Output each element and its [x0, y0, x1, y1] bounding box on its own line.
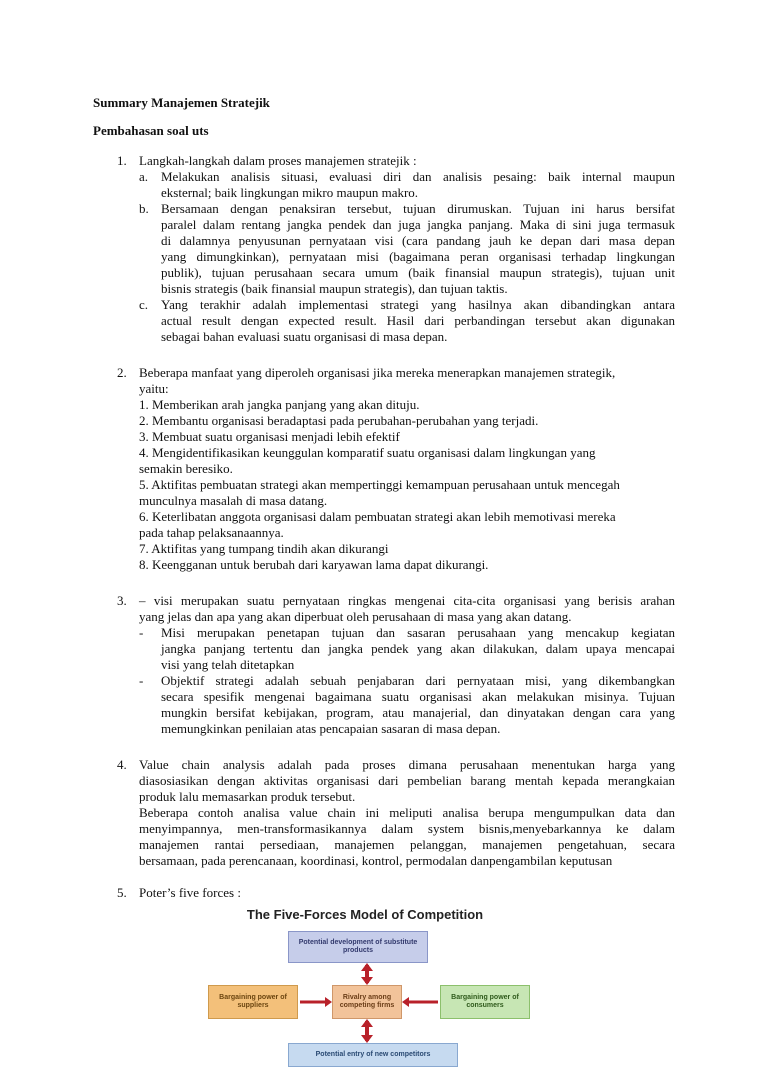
section-2-line: Beberapa manfaat yang diperoleh organisasi jika mereka menerapkan manajemen strategik,: [139, 365, 616, 380]
section-1a-line: eksternal; baik lingkungan mikro maupun makro.: [161, 185, 419, 200]
section-1b-line: bisnis strategis (baik finansial maupun strategis), dan tujuan taktis.: [161, 281, 508, 296]
section-1c-line: actual result dengan expected result. Hasil dari perbandingan tersebut akan digunakan: [161, 313, 675, 328]
section-2-line: 2. Membantu organisasi beradaptasi pada perubahan-perubahan yang terjadi.: [139, 413, 539, 428]
section-3-dash-marker: -: [139, 673, 144, 688]
section-1c-line: sebagai bahan evaluasi suatu organisasi di masa depan.: [161, 329, 448, 344]
section-1a-line: Melakukan analisis situasi, evaluasi diri dan analisis pesaing: baik internal maupun: [161, 169, 675, 184]
section-3-objektif-line: Objektif strategi adalah sebuah penjabaran dari pernyataan misi, yang dikembangkan: [161, 673, 675, 688]
box-new-competitors: Potential entry of new competitors: [288, 1043, 458, 1067]
section-3-misi-line: visi yang telah ditetapkan: [161, 657, 295, 672]
section-1a-marker: a.: [139, 169, 149, 184]
arrowhead-bottom-down: [361, 1035, 373, 1043]
box-substitute-products: Potential development of substitute products: [288, 931, 428, 963]
section-4-line: diasosiasikan dengan aktivitas organisasi dari pembelian barang mentah kepada merangkaian: [139, 773, 675, 788]
arrowhead-top-down: [361, 977, 373, 985]
arrowhead-top-up: [361, 963, 373, 971]
section-2-line: 8. Keengganan untuk berubah dari karyawan lama dapat dikurangi.: [139, 557, 489, 572]
section-5-intro: Poter’s five forces :: [139, 885, 241, 900]
section-1c-marker: c.: [139, 297, 149, 312]
five-forces-diagram: [200, 905, 530, 1087]
section-3-misi-line: Misi merupakan penetapan tujuan dan sasaran perusahaan yang mencakup kegiatan: [161, 625, 675, 640]
section-3-objektif-line: mungkin bersifat kebijakan, program, atau manajerial, dan dinyatakan dengan cara yang: [161, 705, 675, 720]
section-3-objektif-line: memungkinkan penilaian atas pencapaian sasaran di masa depan.: [161, 721, 501, 736]
box-bargaining-consumers: Bargaining power of consumers: [440, 985, 530, 1019]
section-1b-line: yang dimungkinkan), pernyataan misi (bagaimana peran organisasi terhadap lingkungan: [161, 249, 675, 264]
diagram-title: The Five-Forces Model of Competition: [246, 907, 484, 922]
section-2-line: yaitu:: [139, 381, 169, 396]
box-bargaining-suppliers: Bargaining power of suppliers: [208, 985, 298, 1019]
section-4-number: 4.: [117, 757, 127, 772]
arrowhead-right-in: [402, 997, 409, 1007]
section-3-line: yang jelas dan apa yang akan diperbuat oleh perusahaan di masa yang akan datang.: [139, 609, 572, 624]
arrowhead-bottom-up: [361, 1019, 373, 1027]
section-4-line: bersamaan, pada perencanaan, koordinasi, kontrol, permodalan danpengambilan keputusan: [139, 853, 613, 868]
section-3-line: – visi merupakan suatu pernyataan ringkas mengenai cita-cita organisasi yang berisis arahan: [139, 593, 675, 608]
section-4-line: Beberapa contoh analisa value chain ini meliputi analisa berupa mengumpulkan data dan: [139, 805, 675, 820]
section-1-number: 1.: [117, 153, 127, 168]
section-2-line: pada tahap pelaksanaannya.: [139, 525, 284, 540]
section-1c-line: Yang terakhir adalah implementasi strategi yang hasilnya akan dibandingkan antara: [161, 297, 675, 312]
section-3-number: 3.: [117, 593, 127, 608]
section-5-number: 5.: [117, 885, 127, 900]
section-1b-line: publik), tujuan perusahaan secara umum (baik finansial maupun strategis), tujuan unit: [161, 265, 675, 280]
box-rivalry: Rivalry among competing firms: [332, 985, 402, 1019]
section-3-misi-line: jangka panjang tertentu dan jangka pendek yang akan dilakukan, dalam upaya mencapai: [161, 641, 675, 656]
section-2-line: 4. Mengidentifikasikan keunggulan komparatif suatu organisasi dalam lingkungan yang: [139, 445, 596, 460]
section-1-intro: Langkah-langkah dalam proses manajemen stratejik :: [139, 153, 417, 168]
section-1b-line: Bersamaan dengan penaksiran tersebut, tujuan dirumuskan. Tujuan ini harus bersifat: [161, 201, 675, 216]
section-2-line: munculnya masalah di masa datang.: [139, 493, 328, 508]
section-2-line: 1. Memberikan arah jangka panjang yang akan dituju.: [139, 397, 420, 412]
section-2-line: 5. Aktifitas pembuatan strategi akan mempertinggi kemampuan perusahaan untuk mencegah: [139, 477, 620, 492]
section-2-line: 6. Keterlibatan anggota organisasi dalam pembuatan strategi akan lebih memotivasi mereka: [139, 509, 616, 524]
section-4-line: produk lalu memasarkan produk tersebut.: [139, 789, 356, 804]
section-1b-line: paralel dalam rentang jangka pendek dan juga jangka panjang. Maka di sini juga termasuk: [161, 217, 675, 232]
section-4-line: Value chain analysis adalah pada proses dimana perusahaan menentukan harga yang: [139, 757, 675, 772]
section-2-number: 2.: [117, 365, 127, 380]
section-4-line: menyimpannya, men-transformasikannya dalam system bisnis,menyebarkannya ke dalam: [139, 821, 675, 836]
section-4-line: manajemen rantai persediaan, manajemen pelanggan, manajemen pengetahuan, secara: [139, 837, 675, 852]
section-2-line: 7. Aktifitas yang tumpang tindih akan dikurangi: [139, 541, 389, 556]
arrowhead-left-in: [325, 997, 332, 1007]
section-1b-line: di dalamnya penyusunan pernyataan visi (cara pandang jauh ke depan dari masa depan: [161, 233, 675, 248]
section-3-objektif-line: secara spesifik mengenai bagaimana suatu organisasi akan melakukan misinya. Tujuan: [161, 689, 675, 704]
section-3-dash-marker: -: [139, 625, 144, 640]
section-2-line: 3. Membuat suatu organisasi menjadi lebih efektif: [139, 429, 400, 444]
document-subtitle: Pembahasan soal uts: [93, 123, 209, 138]
section-2-line: semakin beresiko.: [139, 461, 233, 476]
document-title: Summary Manajemen Stratejik: [93, 95, 270, 110]
section-1b-marker: b.: [139, 201, 149, 216]
